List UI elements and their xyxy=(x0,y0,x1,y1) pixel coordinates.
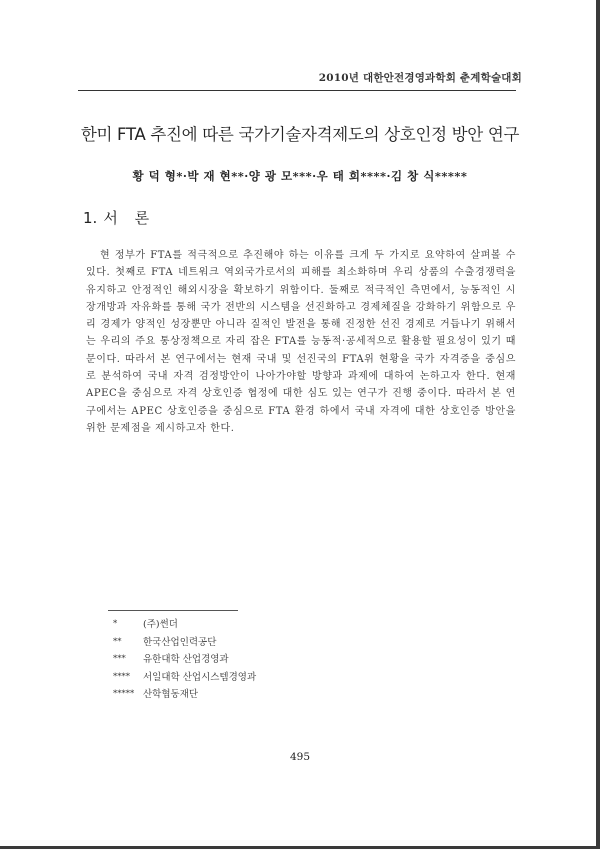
footnote-affiliation: 서일대학 산업시스템경영과 xyxy=(143,671,257,683)
paper-title: 한미 FTA 추진에 따른 국가기술자격제도의 상호인정 방안 연구 xyxy=(80,125,520,144)
footnote-affiliation: (주)썬더 xyxy=(143,619,178,630)
footnote-marker: **** xyxy=(113,671,130,682)
footnote-marker: ***** xyxy=(113,689,135,699)
section-title: 서 론 xyxy=(103,209,156,227)
footnote-rule xyxy=(108,610,238,611)
footnote-item xyxy=(113,634,256,652)
footnote-marker: * xyxy=(113,619,118,629)
footnote-item xyxy=(113,669,256,687)
footnote-affiliation: 유한대학 산업경영과 xyxy=(143,654,229,665)
footnote-marker: ** xyxy=(113,636,122,647)
header-rule xyxy=(78,90,516,91)
section-number: 1. xyxy=(83,209,98,227)
author-list: 황 덕 형*·박 재 현**·양 광 모***·우 태 희****·김 창 식***** xyxy=(132,169,468,183)
running-header: 2010년 대한안전경영과학회 춘계학술대회 xyxy=(318,72,522,84)
page-number: 495 xyxy=(289,751,311,763)
footnote-item xyxy=(113,651,256,669)
footnote-list xyxy=(113,616,256,704)
footnote-item xyxy=(113,616,256,634)
footnote-affiliation: 산학협동재단 xyxy=(143,689,199,700)
section-heading xyxy=(83,207,155,228)
intro-paragraph: 현 정부가 FTA를 적극적으로 추진해야 하는 이유를 크게 두 가지로 요약하여 살펴볼 수 있다. 첫째로 FTA 네트워크 역외국가로서의 피해를 최소화하며 우리 상품의 수출경쟁력을 유지하고 안정적인 해외시장을 확보하기 위함이다. 둘째로 적극적인 측면에서, 능동적인 시장개방과 자유화를 통해 국가 전반의 시스템을 선진화하고 경제체질을 강화하기 위함으로 우리 경제가 양적인 성장뿐만 아니라 질적인 발전을 통해 진정한 선진 경제로 거듭나기 위해서는 우리의 주요 통상정책으로 자리 잡은 FTA를 능동적·공세적으로 활용할 필요성이 있기 때문이다. 따라서 본 연구에서는 현재 국내 및 선진국의 FTA위 현황을 국가 자격증을 중심으로 분석하여 국내 자격 검정방안이 나아가야할 방향과 과제에 대하여 논하고자 한다. 현재 APEC을 중심으로 자격 상호인증 협정에 대한 심도 있는 연구가 진행 중이다. 따라서 본 연구에서는 APEC 상호인증을 중심으로 FTA 환경 하에서 국내 자격에 대한 상호인증 방안을 위한 문제점을 제시하고자 한다. xyxy=(86,250,516,434)
footnote-marker: *** xyxy=(113,654,126,664)
footnote-item xyxy=(113,686,256,704)
footnote-affiliation: 한국산업인력공단 xyxy=(143,636,217,648)
